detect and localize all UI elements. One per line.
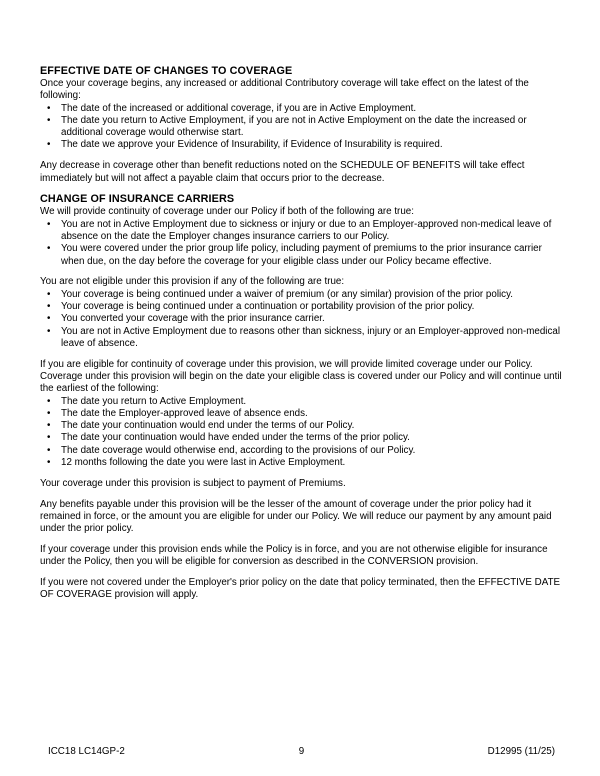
section-change-of-insurance-carriers — [40, 193, 567, 601]
bullet-item: • 12 months following the date you were last in Active Employment. — [40, 457, 567, 469]
bullet-item: • The date your continuation would have ended under the terms of the prior policy. — [40, 432, 567, 444]
bullet-item: • You are not in Active Employment due to reasons other than sickness, injury or an Employer-approved non-medical leave of absence. — [40, 326, 567, 351]
bullet-item: • Your coverage is being continued under a continuation or portability provision of the prior policy. — [40, 301, 567, 313]
paragraph: Any benefits payable under this provision will be the lesser of the amount of coverage under the prior policy had it remained in force, or the amount you are eligible for under our Policy. We will reduce our payment by any amount paid under the prior policy. — [40, 498, 552, 535]
section-heading: EFFECTIVE DATE OF CHANGES TO COVERAGE — [40, 65, 293, 77]
paragraph: If you are eligible for continuity of coverage under this provision, we will provide limited coverage under our Policy. Coverage under this provision will begin on the date your eligible class is covered under our Policy and will continue until the earliest of the following: — [40, 358, 562, 395]
bullet-item: • Your coverage is being continued under a waiver of premium (or any similar) provision of the prior policy. — [40, 289, 567, 301]
paragraph: Any decrease in coverage other than benefit reductions noted on the SCHEDULE OF BENEFITS will take effect immediately but will not affect a payable claim that occurs prior to the decrease. — [40, 160, 525, 184]
bullet-list — [40, 219, 567, 268]
footer-form-number: ICC18 LC14GP-2 — [48, 746, 125, 757]
bullet-item: • The date of the increased or additional coverage, if you are in Active Employment. — [40, 103, 567, 115]
bullet-item: • You were covered under the prior group life policy, including payment of premiums to the prior insurance carrier when due, on the day before the coverage for your eligible class under our Policy became effective. — [40, 243, 567, 268]
paragraph: Once your coverage begins, any increased or additional Contributory coverage will take effect on the latest of the following: — [40, 78, 529, 102]
page-footer — [48, 746, 555, 758]
bullet-item: • The date coverage would otherwise end, according to the provisions of our Policy. — [40, 445, 567, 457]
section-effective-date-of-changes-to-coverage — [40, 65, 567, 185]
paragraph: If your coverage under this provision ends while the Policy is in force, and you are not otherwise eligible for insurance under the Policy, then you will be eligible for conversion as described in the CONVERSION provision. — [40, 544, 548, 568]
bullet-item: • The date you return to Active Employment. — [40, 396, 567, 408]
bullet-item: • The date the Employer-approved leave of absence ends. — [40, 408, 567, 420]
document-body — [40, 65, 567, 610]
section-heading: CHANGE OF INSURANCE CARRIERS — [40, 193, 235, 206]
bullet-item: • The date we approve your Evidence of Insurability, if Evidence of Insurability is required. — [40, 139, 567, 151]
bullet-item: • The date your continuation would end under the terms of our Policy. — [40, 420, 567, 432]
paragraph: If you were not covered under the Employer's prior policy on the date that policy terminated, then the EFFECTIVE DATE OF COVERAGE provision will apply. — [40, 577, 561, 601]
paragraph: You are not eligible under this provision if any of the following are true: — [40, 276, 345, 288]
footer-page-number: 9 — [298, 746, 305, 757]
bullet-item: • The date you return to Active Employment, if you are not in Active Employment on the date the increased or additional coverage would otherwise start. — [40, 115, 567, 140]
bullet-list — [40, 103, 567, 152]
bullet-item: • You converted your coverage with the prior insurance carrier. — [40, 313, 567, 325]
footer-document-code: D12995 (11/25) — [487, 746, 555, 757]
bullet-list — [40, 289, 567, 350]
paragraph: We will provide continuity of coverage under our Policy if both of the following are true: — [40, 206, 414, 218]
paragraph: Your coverage under this provision is subject to payment of Premiums. — [40, 477, 346, 489]
bullet-item: • You are not in Active Employment due to sickness or injury or due to an Employer-approved non-medical leave of absence on the date the Employer changes insurance carriers to our Policy. — [40, 219, 567, 244]
bullet-list — [40, 396, 567, 470]
